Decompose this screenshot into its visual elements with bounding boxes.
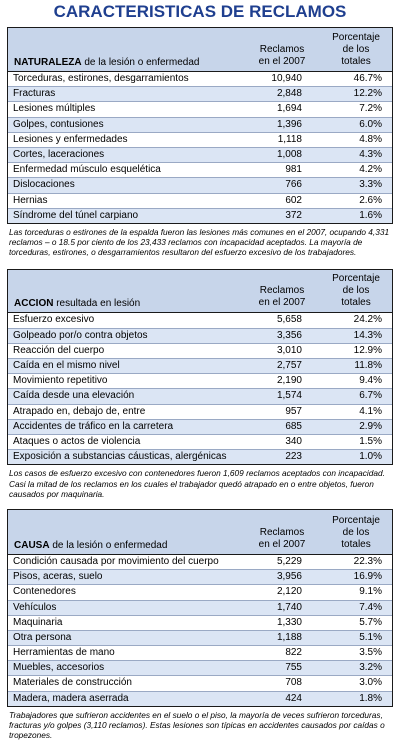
row-claims: 1,740: [276, 601, 302, 613]
row-claims: 1,396: [276, 118, 302, 130]
row-claims: 3,956: [276, 571, 302, 583]
table-row: [8, 163, 392, 178]
category-header: [14, 57, 199, 68]
row-percent: 5.1%: [359, 631, 382, 643]
row-label: Golpes, contusiones: [13, 118, 104, 130]
column-header-line: en el 2007: [258, 538, 306, 550]
row-percent: 4.2%: [359, 164, 382, 176]
table-row: [8, 389, 392, 404]
table-accion: [7, 269, 393, 465]
column-header-line: Reclamos: [259, 44, 305, 55]
section-note: Los casos de esfuerzo excesivo con contenedores fueron 1,609 reclamos aceptados con incapacidad. Casi la mitad de los reclamos en los cuales el trabajador quedó atrapado en o entre objetos, fueron causados por maquinaria.: [9, 468, 385, 499]
row-claims: 10,940: [271, 73, 302, 84]
row-label: Cortes, laceraciones: [13, 148, 105, 160]
table-row: [8, 209, 392, 223]
column-header-line: de los: [342, 285, 370, 297]
table-body: [8, 313, 392, 464]
column-header-line: Reclamos: [259, 526, 305, 538]
row-percent: 7.2%: [359, 103, 382, 115]
row-claims: 2,757: [276, 360, 302, 372]
section-causa: [7, 509, 393, 740]
table-row: [8, 661, 392, 676]
table-row: [8, 118, 392, 133]
percent-column-header: [321, 273, 391, 309]
row-label: Exposición a substancias cáusticas, alergénicas: [13, 451, 227, 463]
row-percent: 4.1%: [359, 405, 382, 417]
category-header-bold: NATURALEZA: [14, 57, 82, 68]
row-claims: 981: [285, 164, 302, 176]
claims-column-header: [247, 44, 317, 68]
table-row: [8, 631, 392, 646]
table-row: [8, 585, 392, 600]
row-claims: 822: [285, 647, 302, 659]
percent-column-header: [321, 32, 391, 68]
row-claims: 340: [285, 435, 302, 447]
row-percent: 14.3%: [353, 329, 382, 341]
table-row: [8, 87, 392, 102]
table-row: [8, 374, 392, 389]
row-label: Enfermedad músculo esquelética: [13, 164, 161, 176]
row-claims: 3,356: [276, 329, 302, 341]
column-header-line: totales: [341, 297, 371, 309]
row-label: Otra persona: [13, 631, 72, 643]
column-header-line: Porcentaje: [332, 273, 380, 285]
row-label: Reacción del cuerpo: [13, 344, 105, 356]
table-row: [8, 692, 392, 706]
table-body: [8, 555, 392, 706]
row-claims: 708: [285, 677, 302, 689]
column-header-line: de los: [342, 526, 370, 538]
row-label: Caída en el mismo nivel: [13, 360, 120, 372]
table-row: [8, 313, 392, 328]
table-header: [8, 510, 392, 555]
table-row: [8, 676, 392, 691]
row-label: Golpeado por/o contra objetos: [13, 329, 148, 341]
row-percent: 3.3%: [359, 179, 382, 191]
column-header-line: de los: [342, 44, 370, 55]
row-percent: 2.6%: [359, 194, 382, 206]
table-row: [8, 570, 392, 585]
row-percent: 46.7%: [353, 73, 382, 84]
row-claims: 2,848: [276, 88, 302, 100]
row-label: Pisos, aceras, suelo: [13, 571, 103, 583]
row-percent: 12.2%: [353, 88, 382, 100]
row-label: Maquinaria: [13, 616, 63, 628]
row-percent: 1.5%: [359, 435, 382, 447]
column-header-line: Reclamos: [259, 285, 305, 297]
percent-column-header: [321, 515, 391, 551]
table-row: [8, 601, 392, 616]
section-note: Trabajadores que sufrieron accidentes en el suelo o el piso, la mayoría de veces sufrieron torceduras, fracturas y/o golpes (3,110 reclamos). Estas lesiones son típicas en accidentes causados por caídas o tropezones.: [9, 709, 385, 740]
row-percent: 1.8%: [359, 692, 382, 704]
table-row: [8, 616, 392, 631]
table-row: [8, 329, 392, 344]
row-label: Materiales de construcción: [13, 677, 132, 689]
row-label: Accidentes de tráfico en la carretera: [13, 420, 174, 432]
row-percent: 1.0%: [359, 451, 382, 463]
column-header-line: Porcentaje: [332, 32, 380, 43]
row-label: Contenedores: [13, 586, 76, 598]
row-label: Dislocaciones: [13, 179, 75, 191]
table-row: [8, 133, 392, 148]
row-label: Torceduras, estirones, desgarramientos: [13, 73, 189, 84]
row-percent: 1.6%: [359, 209, 382, 221]
row-claims: 5,658: [276, 314, 302, 326]
row-claims: 1,118: [277, 133, 302, 145]
row-claims: 2,120: [276, 586, 302, 598]
row-label: Vehículos: [13, 601, 57, 613]
category-header: [14, 540, 167, 551]
table-row: [8, 178, 392, 193]
row-label: Fracturas: [13, 88, 56, 100]
page-title: CARACTERISTICAS DE RECLAMOS: [53, 2, 347, 21]
table-row: [8, 72, 392, 87]
row-percent: 4.8%: [359, 133, 382, 145]
row-claims: 1,694: [276, 103, 302, 115]
column-header-line: Porcentaje: [332, 514, 380, 526]
row-label: Movimiento repetitivo: [13, 375, 108, 387]
row-claims: 372: [285, 209, 302, 221]
category-header-rest: resultada en lesión: [53, 298, 141, 310]
table-row: [8, 359, 392, 374]
row-claims: 602: [285, 194, 302, 206]
row-claims: 424: [285, 692, 302, 704]
table-row: [8, 435, 392, 450]
row-percent: 11.8%: [354, 360, 382, 372]
category-header-bold: CAUSA: [14, 539, 50, 551]
row-label: Lesiones y enfermedades: [13, 133, 128, 145]
row-percent: 7.4%: [359, 601, 382, 613]
claims-column-header: [247, 527, 317, 551]
section-naturaleza: [7, 27, 393, 257]
table-row: [8, 194, 392, 209]
row-claims: 3,010: [276, 344, 302, 356]
row-claims: 1,330: [276, 616, 302, 628]
table-row: [8, 646, 392, 661]
category-header-bold: ACCION: [14, 298, 54, 310]
row-claims: 1,008: [276, 148, 302, 160]
row-percent: 2.9%: [359, 420, 382, 432]
row-claims: 223: [285, 451, 302, 463]
column-header-line: en el 2007: [258, 56, 306, 67]
row-percent: 22.3%: [353, 555, 382, 567]
row-label: Ataques o actos de violencia: [13, 435, 141, 447]
table-row: [8, 555, 392, 570]
category-header-rest: de la lesión o enfermedad: [81, 57, 200, 68]
column-header-line: totales: [341, 538, 371, 550]
row-percent: 3.2%: [359, 662, 382, 674]
row-claims: 766: [285, 179, 302, 191]
category-header: [14, 298, 140, 309]
row-label: Herramientas de mano: [13, 647, 115, 659]
table-row: [8, 450, 392, 464]
table-row: [8, 344, 392, 359]
section-note: Las torceduras o estirones de la espalda fueron las lesiones más comunes en el 2007, ocupando 4,331 reclamos – o 18.5 por ciento de los 23,433 reclamos con incapacidad aceptados. La mayoría de torceduras, estirones, o desgarramientos resultaron del esfuerzo excesivo de los trabajadores.: [9, 226, 390, 258]
table-row: [8, 148, 392, 163]
claims-column-header: [247, 285, 317, 309]
row-label: Caída desde una elevación: [13, 390, 135, 402]
row-claims: 957: [285, 405, 302, 417]
table-header: [8, 28, 392, 72]
table-row: [8, 102, 392, 117]
table-causa: [7, 509, 393, 707]
row-percent: 9.4%: [359, 375, 382, 387]
row-label: Atrapado en, debajo de, entre: [13, 405, 146, 417]
table-header: [8, 270, 392, 313]
row-percent: 3.0%: [359, 677, 382, 689]
category-header-rest: de la lesión o enfermedad: [49, 539, 168, 551]
row-claims: 685: [285, 420, 302, 432]
row-claims: 755: [285, 662, 302, 674]
column-header-line: en el 2007: [258, 297, 306, 309]
row-label: Hernias: [13, 194, 48, 206]
row-label: Condición causada por movimiento del cuerpo: [13, 555, 219, 567]
row-percent: 5.7%: [359, 616, 382, 628]
row-claims: 1,574: [276, 390, 302, 402]
row-label: Madera, madera aserrada: [13, 692, 129, 704]
column-header-line: totales: [341, 56, 371, 67]
row-percent: 24.2%: [353, 314, 382, 326]
row-label: Síndrome del túnel carpiano: [13, 209, 139, 221]
row-percent: 12.9%: [353, 344, 382, 356]
row-percent: 3.5%: [359, 647, 382, 659]
table-body: [8, 72, 392, 223]
row-label: Esfuerzo excesivo: [13, 314, 95, 326]
row-percent: 4.3%: [359, 148, 382, 160]
row-percent: 9.1%: [359, 586, 382, 598]
row-percent: 16.9%: [353, 571, 382, 583]
table-row: [8, 405, 392, 420]
row-label: Lesiones múltiples: [13, 103, 96, 115]
row-percent: 6.7%: [359, 390, 382, 402]
row-claims: 2,190: [276, 375, 302, 387]
row-label: Muebles, accesorios: [13, 662, 105, 674]
table-naturaleza: [7, 27, 393, 224]
section-accion: [7, 269, 393, 498]
row-claims: 1,188: [276, 631, 302, 643]
row-percent: 6.0%: [359, 118, 382, 130]
table-row: [8, 420, 392, 435]
row-claims: 5,229: [276, 555, 302, 567]
sections-container: [0, 27, 400, 740]
